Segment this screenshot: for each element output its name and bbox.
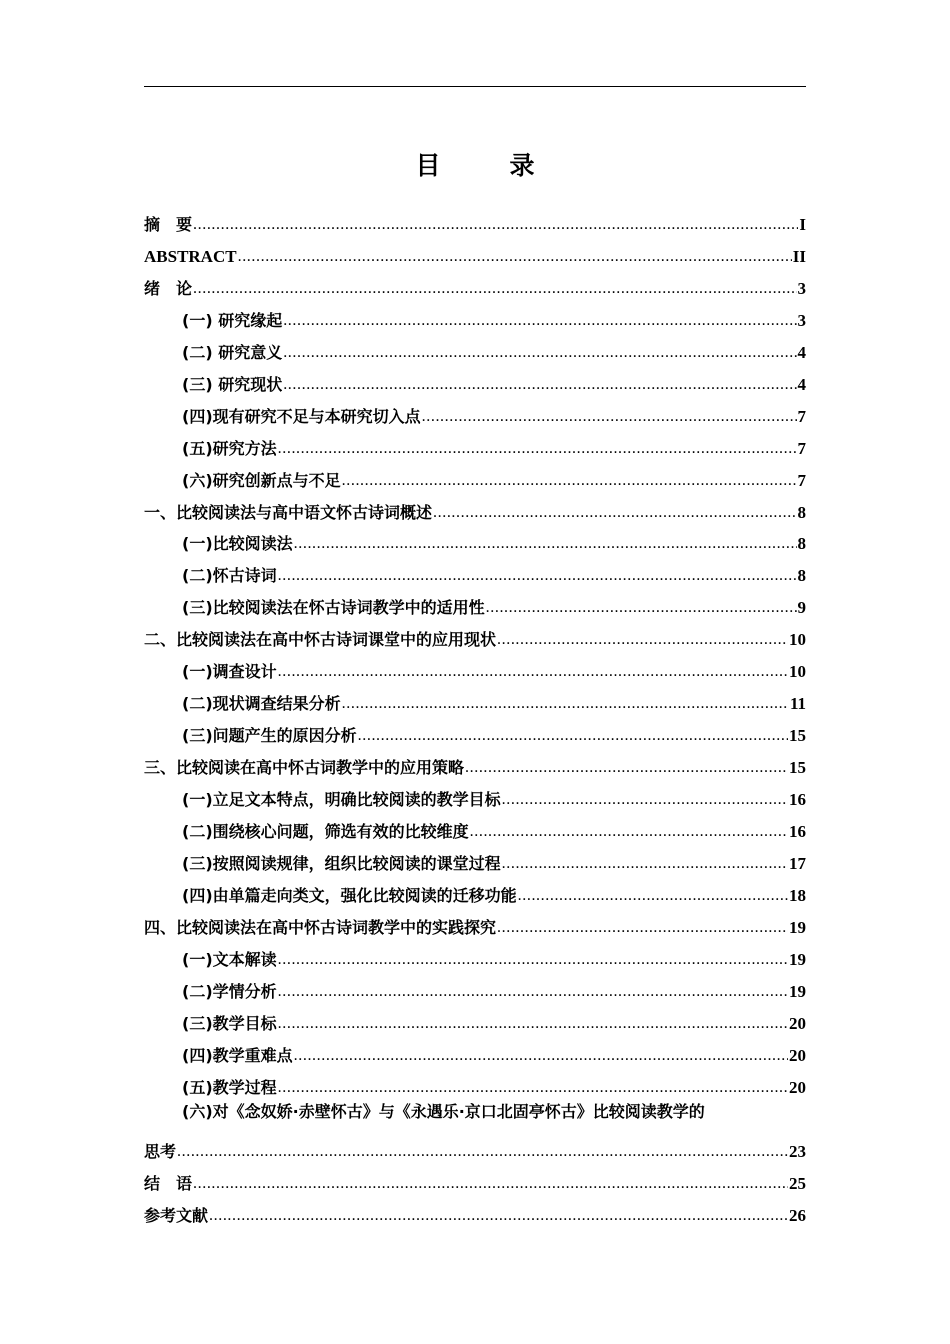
toc-entry-title: 一、比较阅读法与高中语文怀古诗词概述 bbox=[144, 502, 433, 522]
toc-entry[interactable] bbox=[144, 621, 806, 653]
page-title: 目 录 bbox=[415, 151, 557, 180]
toc-dot-leader bbox=[278, 565, 797, 587]
toc-entry-title: (二)围绕核心问题，筛选有效的比较维度 bbox=[182, 822, 469, 842]
toc-dot-leader bbox=[209, 1205, 788, 1227]
toc-page-number: 23 bbox=[789, 1141, 806, 1161]
toc-page-number: 8 bbox=[797, 534, 806, 554]
toc-page-number: 26 bbox=[789, 1205, 806, 1225]
toc-entry[interactable] bbox=[144, 462, 806, 494]
toc-entry-title: 结 语 bbox=[144, 1173, 193, 1193]
toc-dot-leader bbox=[358, 725, 788, 747]
toc-dot-leader bbox=[283, 310, 796, 332]
toc-entry-title: (三)问题产生的原因分析 bbox=[182, 726, 357, 746]
toc-entry-title: (四)由单篇走向类文，强化比较阅读的迁移功能 bbox=[182, 885, 517, 905]
toc-entry-title: 三、比较阅读在高中怀古词教学中的应用策略 bbox=[144, 758, 465, 778]
toc-page-number: 7 bbox=[797, 406, 806, 426]
toc-entry-title: (五)研究方法 bbox=[182, 438, 277, 458]
toc-entry[interactable] bbox=[144, 206, 806, 238]
toc-entry[interactable] bbox=[144, 430, 806, 462]
toc-dot-leader bbox=[177, 1141, 788, 1163]
toc-page-number: 20 bbox=[789, 1045, 806, 1065]
toc-page-number: 7 bbox=[797, 470, 806, 490]
toc-entry[interactable] bbox=[144, 1165, 806, 1197]
toc-entry-title: ABSTRACT bbox=[144, 246, 237, 266]
toc-entry[interactable] bbox=[144, 877, 806, 909]
toc-entry[interactable] bbox=[144, 589, 806, 621]
toc-page-number: 18 bbox=[789, 885, 806, 905]
toc-page-number: 10 bbox=[789, 630, 806, 650]
toc-entry-title: (四)教学重难点 bbox=[182, 1045, 293, 1065]
toc-page-number: 4 bbox=[797, 342, 806, 362]
toc-entry-title: 思考 bbox=[144, 1141, 177, 1161]
toc-entry[interactable] bbox=[144, 845, 806, 877]
toc-page-number: 8 bbox=[797, 566, 806, 586]
toc-entry[interactable] bbox=[144, 238, 806, 270]
toc-entry-title: (五)教学过程 bbox=[182, 1077, 277, 1097]
toc-dot-leader bbox=[278, 1013, 788, 1035]
toc-page-number: II bbox=[792, 246, 806, 266]
toc-dot-leader bbox=[342, 470, 797, 492]
toc-page-number: 25 bbox=[789, 1173, 806, 1193]
toc-dot-leader bbox=[294, 533, 797, 555]
toc-dot-leader bbox=[502, 853, 788, 875]
header-rule bbox=[144, 86, 806, 87]
toc-dot-leader bbox=[238, 246, 792, 268]
toc-page-number: 17 bbox=[789, 854, 806, 874]
toc-entry-title: (二) 研究意义 bbox=[182, 342, 283, 362]
toc-page-number: 20 bbox=[789, 1013, 806, 1033]
toc-entry-title: (一) 研究缘起 bbox=[182, 310, 283, 330]
toc-entry-title: (二)怀古诗词 bbox=[182, 566, 277, 586]
table-of-contents bbox=[144, 206, 806, 1229]
toc-dot-leader bbox=[283, 374, 796, 396]
toc-dot-leader bbox=[193, 1173, 788, 1195]
toc-page-number: 16 bbox=[789, 822, 806, 842]
toc-dot-leader bbox=[278, 438, 797, 460]
toc-entry[interactable] bbox=[144, 1133, 806, 1165]
toc-entry[interactable] bbox=[144, 1101, 806, 1133]
toc-page-number: 10 bbox=[789, 662, 806, 682]
toc-dot-leader bbox=[278, 981, 788, 1003]
toc-entry-title: (三)教学目标 bbox=[182, 1013, 277, 1033]
toc-dot-leader bbox=[342, 693, 789, 715]
toc-page-number: 3 bbox=[797, 278, 806, 298]
toc-entry-title: 四、比较阅读法在高中怀古诗词教学中的实践探究 bbox=[144, 917, 497, 937]
toc-dot-leader bbox=[278, 949, 788, 971]
toc-dot-leader bbox=[470, 821, 788, 843]
toc-entry[interactable] bbox=[144, 398, 806, 430]
toc-entry[interactable] bbox=[144, 781, 806, 813]
toc-page-number: 19 bbox=[789, 917, 806, 937]
toc-entry-title: 绪 论 bbox=[144, 278, 193, 298]
toc-entry[interactable] bbox=[144, 653, 806, 685]
toc-entry-title: (三)按照阅读规律，组织比较阅读的课堂过程 bbox=[182, 854, 501, 874]
toc-dot-leader bbox=[278, 1077, 788, 1099]
toc-dot-leader bbox=[283, 342, 796, 364]
toc-entry[interactable] bbox=[144, 557, 806, 589]
toc-page-number: 4 bbox=[797, 374, 806, 394]
toc-entry[interactable] bbox=[144, 813, 806, 845]
toc-entry[interactable] bbox=[144, 334, 806, 366]
toc-entry-title: (一)立足文本特点，明确比较阅读的教学目标 bbox=[182, 790, 501, 810]
toc-page-number: 16 bbox=[789, 790, 806, 810]
toc-entry[interactable] bbox=[144, 941, 806, 973]
toc-entry-title: (三) 研究现状 bbox=[182, 374, 283, 394]
toc-page-number: 11 bbox=[789, 694, 806, 714]
toc-entry[interactable] bbox=[144, 717, 806, 749]
toc-entry-title: (四)现有研究不足与本研究切入点 bbox=[182, 406, 421, 426]
toc-entry-title: 摘 要 bbox=[144, 214, 193, 234]
toc-dot-leader bbox=[193, 214, 798, 236]
toc-page-number: I bbox=[799, 214, 806, 234]
toc-page-number: 7 bbox=[797, 438, 806, 458]
toc-entry[interactable] bbox=[144, 494, 806, 526]
toc-entry-title: (一)文本解读 bbox=[182, 949, 277, 969]
toc-entry-title: 参考文献 bbox=[144, 1205, 209, 1225]
toc-dot-leader bbox=[278, 661, 788, 683]
toc-dot-leader bbox=[497, 917, 788, 939]
toc-dot-leader bbox=[502, 789, 788, 811]
toc-entry[interactable] bbox=[144, 1005, 806, 1037]
toc-page-number: 15 bbox=[789, 726, 806, 746]
toc-dot-leader bbox=[294, 1045, 788, 1067]
toc-entry[interactable] bbox=[144, 909, 806, 941]
toc-entry[interactable] bbox=[144, 1197, 806, 1229]
toc-entry[interactable] bbox=[144, 1069, 806, 1101]
toc-entry-title: (一)调查设计 bbox=[182, 662, 277, 682]
toc-dot-leader bbox=[518, 885, 788, 907]
toc-entry-title: 二、比较阅读法在高中怀古诗词课堂中的应用现状 bbox=[144, 630, 497, 650]
toc-entry[interactable] bbox=[144, 973, 806, 1005]
toc-page-number: 19 bbox=[789, 981, 806, 1001]
toc-entry-title: (六)对《念奴娇·赤壁怀古》与《永遇乐·京口北固亭怀古》比较阅读教学的 bbox=[182, 1101, 705, 1121]
toc-page-number: 19 bbox=[789, 949, 806, 969]
toc-entry[interactable] bbox=[144, 685, 806, 717]
toc-entry-title: (六)研究创新点与不足 bbox=[182, 470, 341, 490]
toc-entry-title: (一)比较阅读法 bbox=[182, 534, 293, 554]
toc-page-number: 9 bbox=[797, 598, 806, 618]
toc-dot-leader bbox=[433, 502, 796, 524]
toc-dot-leader bbox=[422, 406, 797, 428]
toc-dot-leader bbox=[465, 757, 788, 779]
toc-page-number: 15 bbox=[789, 758, 806, 778]
toc-entry-title: (三)比较阅读法在怀古诗词教学中的适用性 bbox=[182, 598, 485, 618]
toc-entry[interactable] bbox=[144, 366, 806, 398]
toc-page-number: 8 bbox=[797, 502, 806, 522]
toc-page-number: 3 bbox=[797, 310, 806, 330]
toc-entry[interactable] bbox=[144, 270, 806, 302]
toc-entry[interactable] bbox=[144, 1037, 806, 1069]
toc-page-number: 20 bbox=[789, 1077, 806, 1097]
toc-entry-title: (二)现状调查结果分析 bbox=[182, 694, 341, 714]
toc-entry-title: (二)学情分析 bbox=[182, 981, 277, 1001]
toc-dot-leader bbox=[193, 278, 796, 300]
toc-dot-leader bbox=[497, 629, 788, 651]
toc-entry[interactable] bbox=[144, 526, 806, 558]
toc-dot-leader bbox=[486, 597, 797, 619]
toc-entry[interactable] bbox=[144, 302, 806, 334]
toc-entry[interactable] bbox=[144, 749, 806, 781]
